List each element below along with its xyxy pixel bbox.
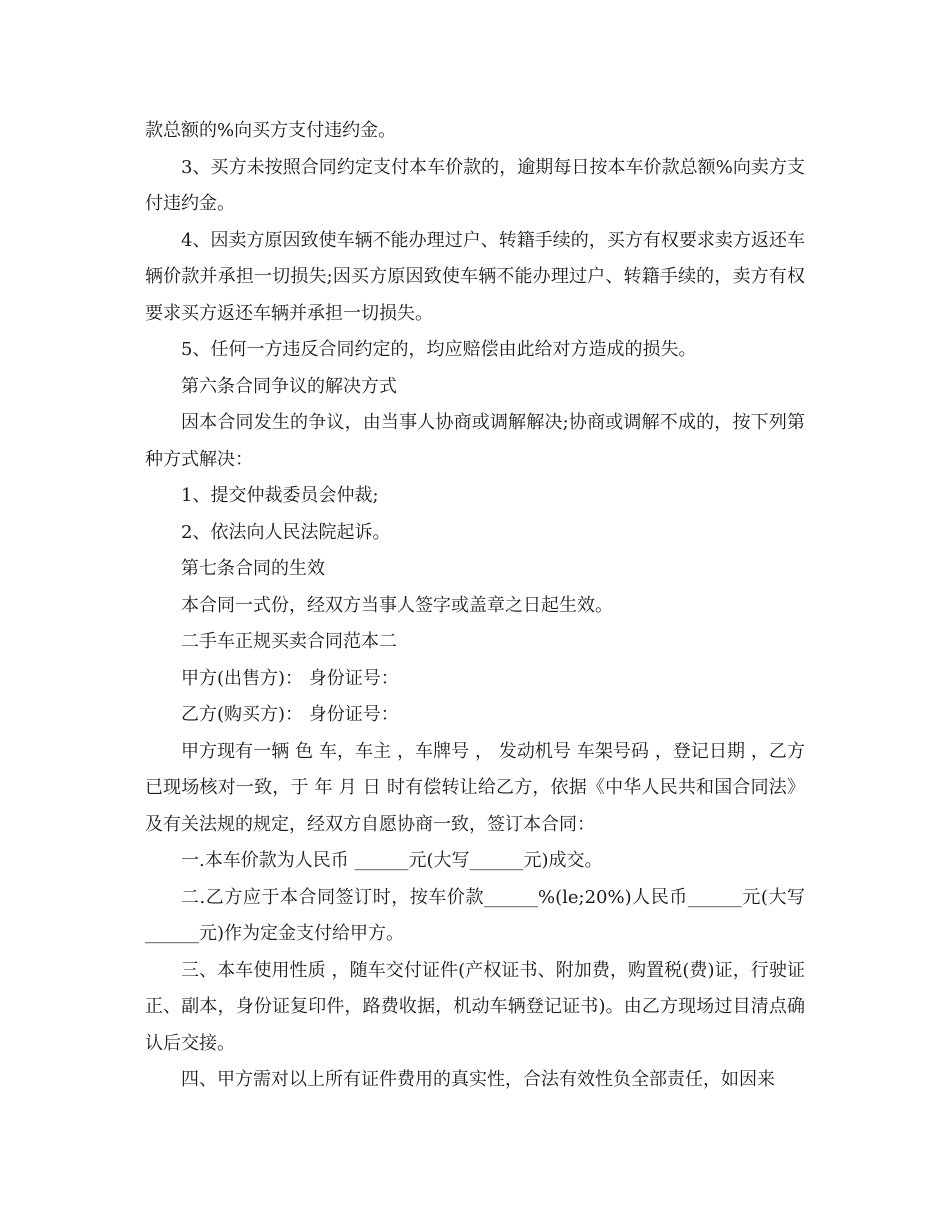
paragraph-vehicle-info: 甲方现有一辆 色 车，车主 ，车牌号 ， 发动机号 车架号码 ，登记日期 ，乙方已现场核对一致，于 年 月 日 时有偿转让给乙方，依据《中华人民共和国合同法》及有关法规的规定，经双方自愿协商一致，签订本合同： — [145, 740, 805, 835]
heading-template-2: 二手车正规买卖合同范本二 — [181, 631, 397, 652]
paragraph-clause-5: 5、任何一方违反合同约定的，均应赔偿由此给对方造成的损失。 — [181, 339, 697, 360]
paragraph-party-b: 乙方(购买方)： 身份证号： — [181, 704, 399, 725]
heading-article-6: 第六条合同争议的解决方式 — [181, 375, 397, 397]
paragraph-arbitration: 1、提交仲裁委员会仲裁; — [181, 485, 379, 506]
paragraph-item-1: 一.本车价款为人民币 ______元(大写______元)成交。 — [181, 850, 603, 871]
paragraph-clause-3: 3、买方未按照合同约定支付本车价款的，逾期每日按本车价款总额%向卖方支付违约金。 — [145, 156, 805, 214]
paragraph-item-2: 二.乙方应于本合同签订时，按车价款______%(le;20%)人民币______元(大写______元)作为定金支付给甲方。 — [145, 886, 805, 944]
paragraph-item-4: 四、甲方需对以上所有证件费用的真实性，合法有效性负全部责任，如因来 — [181, 1069, 775, 1090]
document-body — [145, 113, 805, 1099]
paragraph-effective: 本合同一式份，经双方当事人签字或盖章之日起生效。 — [181, 594, 613, 616]
paragraph-dispute: 因本合同发生的争议，由当事人协商或调解解决;协商或调解不成的，按下列第种方式解决： — [145, 412, 805, 470]
paragraph-clause-4: 4、因卖方原因致使车辆不能办理过户、转籍手续的，买方有权要求卖方返还车辆价款并承担一切损失;因买方原因致使车辆不能办理过户、转籍手续的，卖方有权要求买方返还车辆并承担一切损失。 — [145, 229, 805, 324]
paragraph-item-3: 三、本车使用性质 ，随车交付证件(产权证书、附加费，购置税(费)证，行驶证正、副本，身份证复印件，路费收据，机动车辆登记证书)。由乙方现场过目清点确认后交接。 — [145, 959, 805, 1054]
paragraph-party-a: 甲方(出售方)： 身份证号： — [181, 667, 399, 689]
heading-article-7: 第七条合同的生效 — [181, 558, 325, 579]
paragraph-penalty-continued: 款总额的%向买方支付违约金。 — [145, 120, 397, 141]
paragraph-lawsuit: 2、依法向人民法院起诉。 — [181, 521, 391, 543]
